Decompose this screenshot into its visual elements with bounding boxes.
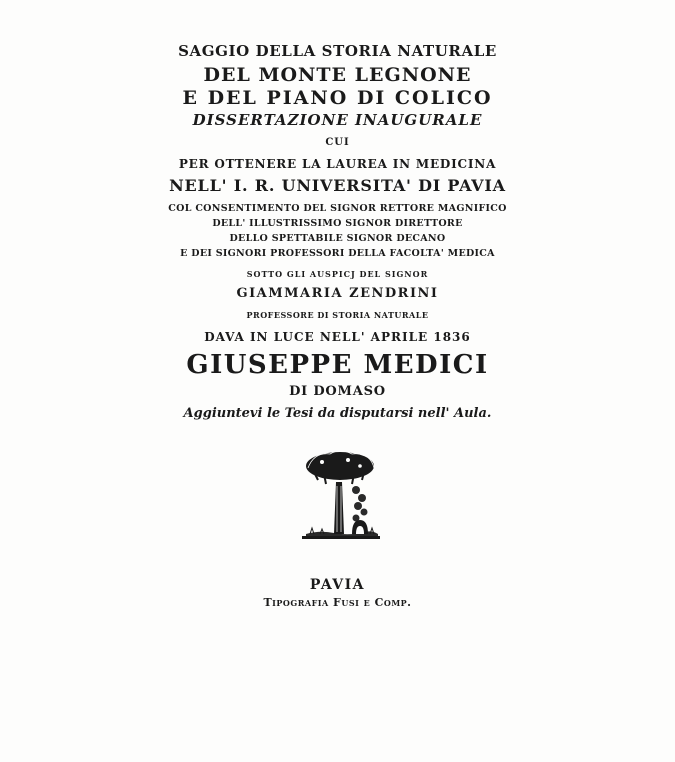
title-line-3: E DEL PIANO DI COLICO (182, 87, 493, 109)
auspices-line: SOTTO GLI AUSPICJ DEL SIGNOR (246, 269, 429, 279)
cui-line: CUI (325, 137, 350, 148)
subtitle: DISSERTAZIONE INAUGURALE (192, 111, 483, 129)
patron-title: PROFESSORE DI STORIA NATURALE (246, 310, 429, 320)
purpose-line: PER OTTENERE LA LAUREA IN MEDICINA (178, 157, 497, 171)
publication-line: DAVA IN LUCE NELL' APRILE 1836 (204, 330, 471, 344)
consent-line-2: DELL' ILLUSTRISSIMO SIGNOR DIRETTORE (212, 218, 463, 229)
tree-emblem-icon (300, 446, 382, 542)
consent-line-1: COL CONSENTIMENTO DEL SIGNOR RETTORE MAGNIFICO (168, 203, 507, 214)
university-line: NELL' I. R. UNIVERSITA' DI PAVIA (169, 176, 506, 195)
theses-note: Aggiuntevi le Tesi da disputarsi nell' Aula. (183, 406, 492, 421)
author-origin: DI DOMASO (289, 384, 386, 399)
title-line-1: SAGGIO DELLA STORIA NATURALE (178, 42, 497, 60)
patron-name: GIAMMARIA ZENDRINI (236, 286, 439, 301)
city: PAVIA (309, 577, 366, 593)
consent-line-4: E DEI SIGNORI PROFESSORI DELLA FACOLTA' MEDICA (180, 248, 495, 259)
printer: Tipografia Fusi e Comp. (263, 596, 412, 609)
consent-line-3: DELLO SPETTABILE SIGNOR DECANO (229, 233, 446, 244)
author-name: GIUSEPPE MEDICI (186, 350, 489, 380)
title-line-2: DEL MONTE LEGNONE (203, 64, 472, 86)
